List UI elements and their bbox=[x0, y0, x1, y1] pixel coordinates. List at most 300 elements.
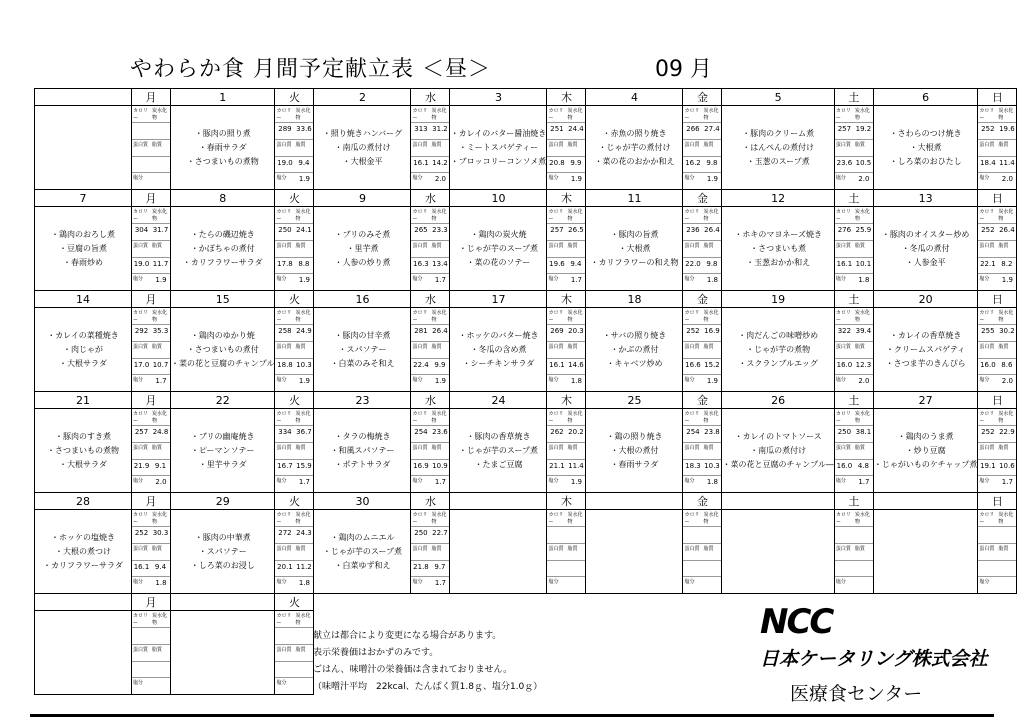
protein-label: 蛋白質 bbox=[412, 545, 428, 552]
calorie-label: カロリー bbox=[133, 108, 149, 121]
dish-item: ・さつまいもの煮付 bbox=[186, 344, 259, 354]
day-dishes bbox=[314, 308, 411, 392]
salt-row bbox=[978, 274, 1016, 290]
day-of-week: 日 bbox=[978, 190, 1017, 207]
fat-value: 10.3 bbox=[296, 360, 312, 369]
dish-item: ・里芋煮 bbox=[346, 243, 379, 253]
protein-value: 19.1 bbox=[980, 461, 996, 470]
nutrition-grid bbox=[132, 207, 170, 290]
day-date: 29 bbox=[171, 493, 275, 510]
salt-value: 1.9 bbox=[298, 175, 311, 184]
fat-label: 脂質 bbox=[295, 141, 306, 148]
day-date bbox=[171, 594, 275, 611]
fat-label: 脂質 bbox=[431, 141, 442, 148]
calorie-value: 257 bbox=[837, 125, 852, 133]
protein-label: 蛋白質 bbox=[412, 141, 428, 148]
salt-row bbox=[835, 274, 873, 290]
day-of-week: 水 bbox=[411, 392, 450, 409]
fat-value: 10.7 bbox=[152, 360, 169, 369]
protein-label: 蛋白質 bbox=[133, 141, 149, 148]
nutrition-values-row bbox=[683, 460, 721, 477]
nutrition-values-row bbox=[411, 561, 449, 578]
nutrition-values-row bbox=[683, 527, 721, 544]
nutrition-labels-row bbox=[978, 140, 1016, 157]
salt-row bbox=[835, 577, 873, 593]
protein-label: 蛋白質 bbox=[276, 545, 292, 552]
nutrition-labels-row bbox=[132, 544, 170, 561]
carb-label: 炭水化物 bbox=[854, 310, 870, 323]
dish-item: ・豚肉のすき煮 bbox=[55, 431, 111, 441]
salt-row bbox=[132, 274, 170, 290]
nutrition-grid bbox=[132, 510, 170, 593]
nutrition-values-row bbox=[683, 157, 721, 174]
calorie-label: カロリー bbox=[979, 411, 995, 424]
dish-item: ・鶏の照り焼き bbox=[606, 431, 663, 441]
fat-value: 9.4 bbox=[298, 158, 310, 167]
fat-value: 11.4 bbox=[999, 158, 1015, 167]
nutrition-values-row bbox=[547, 426, 585, 443]
nutrition-labels-row bbox=[132, 106, 170, 123]
salt-row bbox=[978, 173, 1016, 189]
nutrition-values-row bbox=[683, 224, 721, 241]
protein-value: 18.4 bbox=[980, 158, 996, 167]
nutrition-values-row bbox=[132, 460, 170, 477]
carb-label: 炭水化物 bbox=[998, 310, 1014, 323]
salt-value: 1.7 bbox=[434, 579, 447, 588]
fat-label: 脂質 bbox=[152, 444, 163, 451]
dish-item: ・しろ菜のおひたし bbox=[889, 156, 962, 166]
protein-label: 蛋白質 bbox=[412, 343, 428, 350]
protein-label: 蛋白質 bbox=[548, 141, 564, 148]
nutrition-values-row bbox=[978, 561, 1016, 578]
protein-value: 22.0 bbox=[685, 259, 701, 268]
fat-value: 9.8 bbox=[706, 158, 718, 167]
salt-label: 塩分 bbox=[276, 680, 287, 687]
protein-label: 蛋白質 bbox=[133, 444, 149, 451]
salt-value: 1.8 bbox=[706, 478, 719, 487]
nutrition-grid bbox=[132, 611, 170, 694]
salt-row bbox=[275, 375, 313, 391]
dish-item: ・ミートスパゲティー bbox=[458, 142, 539, 152]
nutrition-cell bbox=[132, 510, 171, 594]
dish-item: ・さつまいもの煮物 bbox=[186, 156, 259, 166]
carb-value: 25.9 bbox=[855, 226, 872, 234]
nutrition-values-row bbox=[978, 527, 1016, 544]
fat-value bbox=[854, 561, 873, 577]
nutrition-grid bbox=[275, 510, 313, 593]
nutrition-grid bbox=[411, 409, 449, 492]
week-header-row bbox=[35, 190, 1017, 207]
nutrition-values-row bbox=[411, 359, 449, 376]
calorie-value: 289 bbox=[278, 125, 292, 133]
nutrition-values-row bbox=[275, 359, 313, 376]
nutrition-grid bbox=[275, 207, 313, 290]
dish-item: ・白菜ゆず和え bbox=[334, 560, 391, 570]
dish-item: ・南瓜の煮付け bbox=[334, 142, 391, 152]
dish-item: ・たらの磯辺焼き bbox=[190, 229, 255, 239]
calorie-value: 334 bbox=[278, 428, 292, 436]
salt-row bbox=[411, 476, 449, 492]
dish-item: ・豚肉の旨煮 bbox=[610, 229, 659, 239]
dish-item: ・ホッケのバター焼き bbox=[458, 330, 539, 340]
dish-item: ・カリフラワーの和え物 bbox=[590, 257, 679, 267]
nutrition-cell bbox=[132, 611, 171, 695]
nutrition-labels-row bbox=[132, 342, 170, 359]
salt-value bbox=[295, 678, 313, 694]
nutrition-values-row bbox=[547, 123, 585, 140]
calorie-label: カロリー bbox=[548, 310, 564, 323]
calorie-value: 254 bbox=[414, 428, 428, 436]
salt-row bbox=[835, 375, 873, 391]
carb-value bbox=[854, 527, 873, 543]
nutrition-values-row bbox=[132, 224, 170, 241]
salt-row bbox=[411, 274, 449, 290]
day-dishes bbox=[586, 106, 683, 190]
nutrition-cell bbox=[683, 308, 722, 392]
day-dishes bbox=[35, 308, 132, 392]
nutrition-values-row bbox=[547, 460, 585, 477]
salt-label: 塩分 bbox=[979, 175, 990, 182]
salt-row bbox=[275, 274, 313, 290]
day-dishes bbox=[873, 409, 977, 493]
fat-value: 12.3 bbox=[855, 360, 872, 369]
nutrition-values-row bbox=[132, 426, 170, 443]
week-header-row bbox=[35, 291, 1017, 308]
protein-label: 蛋白質 bbox=[133, 242, 149, 249]
fat-label: 脂質 bbox=[854, 141, 865, 148]
calorie-label: カロリー bbox=[835, 512, 851, 525]
carb-value: 24.3 bbox=[296, 529, 312, 537]
salt-value bbox=[703, 577, 721, 593]
fat-value bbox=[566, 561, 585, 577]
dish-item: ・南瓜の煮付け bbox=[750, 445, 807, 455]
nutrition-grid bbox=[411, 106, 449, 189]
protein-label: 蛋白質 bbox=[684, 242, 700, 249]
week-body-row bbox=[35, 207, 1017, 291]
nutrition-cell bbox=[978, 510, 1017, 594]
day-date: 30 bbox=[314, 493, 411, 510]
salt-label: 塩分 bbox=[684, 377, 695, 384]
calorie-label: カロリー bbox=[979, 310, 995, 323]
protein-value bbox=[132, 157, 151, 173]
salt-value: 2.0 bbox=[858, 377, 870, 386]
nutrition-labels-row bbox=[275, 342, 313, 359]
fat-value: 8.2 bbox=[1001, 259, 1013, 268]
nutrition-grid bbox=[683, 409, 721, 492]
fat-value: 9.4 bbox=[154, 562, 167, 571]
nutrition-grid bbox=[835, 207, 873, 290]
calorie-label: カロリー bbox=[684, 411, 700, 424]
dish-item: ・じゃが芋の煮物 bbox=[746, 344, 811, 354]
nutrition-labels-row bbox=[978, 409, 1016, 426]
day-date bbox=[586, 493, 683, 510]
carb-label: 炭水化物 bbox=[431, 108, 447, 121]
day-date: 22 bbox=[171, 392, 275, 409]
day-date: 21 bbox=[35, 392, 132, 409]
note-line: ごはん、味噌汁の栄養価は含まれておりません。 bbox=[313, 665, 513, 675]
nutrition-labels-row bbox=[683, 241, 721, 258]
protein-label: 蛋白質 bbox=[133, 343, 149, 350]
nutrition-grid bbox=[978, 106, 1016, 189]
protein-value: 16.1 bbox=[413, 158, 429, 167]
protein-value: 16.0 bbox=[980, 360, 996, 369]
nutrition-cell bbox=[978, 409, 1017, 493]
day-dishes bbox=[586, 409, 683, 493]
day-date: 28 bbox=[35, 493, 132, 510]
day-date: 25 bbox=[586, 392, 683, 409]
calorie-value: 258 bbox=[278, 327, 292, 335]
calorie-label: カロリー bbox=[133, 613, 149, 626]
carb-value: 16.9 bbox=[704, 327, 720, 335]
fat-label: 脂質 bbox=[998, 242, 1009, 249]
fat-label: 脂質 bbox=[152, 242, 163, 249]
day-of-week: 日 bbox=[978, 392, 1017, 409]
dish-item: ・里芋サラダ bbox=[198, 459, 247, 469]
nutrition-grid bbox=[547, 106, 585, 189]
nutrition-labels-row bbox=[835, 106, 873, 123]
nutrition-labels-row bbox=[547, 510, 585, 527]
nutrition-labels-row bbox=[683, 106, 721, 123]
nutrition-labels-row bbox=[835, 207, 873, 224]
nutrition-labels-row bbox=[132, 140, 170, 157]
notes bbox=[313, 628, 542, 696]
salt-value: 2.0 bbox=[155, 478, 167, 487]
dish-item: ・カレイのトマトソース bbox=[734, 431, 822, 441]
salt-row bbox=[132, 173, 170, 189]
nutrition-cell bbox=[978, 207, 1017, 291]
day-of-week: 月 bbox=[132, 291, 171, 308]
protein-value bbox=[275, 662, 294, 678]
nutrition-values-row bbox=[683, 561, 721, 578]
nutrition-grid bbox=[547, 207, 585, 290]
nutrition-values-row bbox=[978, 123, 1016, 140]
salt-label: 塩分 bbox=[979, 478, 990, 485]
dish-item: ・人参金平 bbox=[905, 257, 946, 267]
calorie-label: カロリー bbox=[979, 108, 995, 121]
dish-item: ・鶏肉のムニエル bbox=[330, 532, 395, 542]
nutrition-values-row bbox=[835, 561, 873, 578]
salt-label: 塩分 bbox=[276, 276, 287, 283]
nutrition-labels-row bbox=[547, 241, 585, 258]
nutrition-labels-row bbox=[275, 409, 313, 426]
nutrition-labels-row bbox=[411, 241, 449, 258]
day-date: 11 bbox=[586, 190, 683, 207]
protein-label: 蛋白質 bbox=[276, 646, 292, 653]
salt-row bbox=[978, 577, 1016, 593]
day-of-week: 土 bbox=[834, 493, 873, 510]
day-of-week: 火 bbox=[275, 291, 314, 308]
salt-value: 1.8 bbox=[706, 276, 719, 285]
day-dishes bbox=[586, 207, 683, 291]
note-line: 献立は都合により変更になる場合があります。 bbox=[313, 631, 502, 641]
nutrition-values-row bbox=[132, 157, 170, 174]
nutrition-values-row bbox=[683, 359, 721, 376]
dish-item: ・春雨炒め bbox=[63, 257, 103, 267]
dish-item: ・はんぺんの煮付け bbox=[742, 142, 815, 152]
day-dishes bbox=[586, 308, 683, 392]
nutrition-cell bbox=[132, 409, 171, 493]
nutrition-grid bbox=[132, 409, 170, 492]
nutrition-values-row bbox=[978, 359, 1016, 376]
dish-item: ・さつまいも煮 bbox=[750, 243, 807, 253]
nutrition-grid bbox=[411, 207, 449, 290]
fat-label: 脂質 bbox=[998, 343, 1009, 350]
salt-label: 塩分 bbox=[684, 175, 695, 182]
week-body-row bbox=[35, 510, 1017, 594]
salt-label: 塩分 bbox=[133, 175, 144, 182]
day-date: 24 bbox=[450, 392, 547, 409]
nutrition-labels-row bbox=[978, 241, 1016, 258]
salt-row bbox=[411, 375, 449, 391]
protein-value bbox=[547, 561, 566, 577]
day-dishes bbox=[314, 409, 411, 493]
week-header-row bbox=[35, 493, 1017, 510]
nutrition-cell bbox=[547, 409, 586, 493]
dish-item: ・大根の煮つけ bbox=[55, 546, 111, 556]
carb-value: 26.4 bbox=[999, 226, 1015, 234]
dish-item: ・春雨サラダ bbox=[198, 142, 247, 152]
protein-label: 蛋白質 bbox=[979, 141, 995, 148]
day-dishes bbox=[35, 611, 132, 695]
protein-value: 16.7 bbox=[277, 461, 293, 470]
dish-item: ・赤魚の照り焼き bbox=[602, 128, 667, 138]
dish-item: ・大根金平 bbox=[342, 156, 383, 166]
nutrition-labels-row bbox=[835, 140, 873, 157]
salt-label: 塩分 bbox=[835, 377, 846, 384]
nutrition-cell bbox=[275, 308, 314, 392]
dish-item: ・じゃが芋のスープ煮 bbox=[322, 546, 403, 556]
nutrition-labels-row bbox=[411, 106, 449, 123]
calorie-value bbox=[978, 527, 997, 543]
salt-row bbox=[683, 173, 721, 189]
carb-value: 24.4 bbox=[568, 125, 584, 133]
calorie-label: カロリー bbox=[835, 108, 851, 121]
calorie-label: カロリー bbox=[276, 613, 292, 626]
nutrition-labels-row bbox=[411, 443, 449, 460]
calorie-label: カロリー bbox=[684, 512, 700, 525]
day-dishes bbox=[722, 106, 834, 190]
day-dishes bbox=[722, 409, 834, 493]
nutrition-cell bbox=[132, 106, 171, 190]
dish-item: ・冬瓜の含め煮 bbox=[470, 344, 527, 354]
protein-value: 16.3 bbox=[413, 259, 429, 268]
fat-value: 8.8 bbox=[298, 259, 310, 268]
day-dishes bbox=[450, 409, 547, 493]
salt-label: 塩分 bbox=[133, 579, 144, 586]
day-of-week: 金 bbox=[683, 190, 722, 207]
dish-item: ・炒り豆腐 bbox=[905, 445, 946, 455]
protein-label: 蛋白質 bbox=[979, 242, 995, 249]
dish-item: ・人参の炒り煮 bbox=[334, 257, 391, 267]
day-date: 8 bbox=[171, 190, 275, 207]
day-date bbox=[450, 493, 547, 510]
salt-label: 塩分 bbox=[684, 579, 695, 586]
nutrition-cell bbox=[834, 409, 873, 493]
day-dishes bbox=[35, 106, 132, 190]
fat-label: 脂質 bbox=[703, 343, 714, 350]
salt-value: 1.7 bbox=[298, 478, 311, 487]
calorie-value: 269 bbox=[550, 327, 564, 335]
calorie-value bbox=[132, 628, 151, 644]
salt-value: 1.9 bbox=[434, 377, 447, 386]
nutrition-labels-row bbox=[275, 510, 313, 527]
nutrition-labels-row bbox=[547, 207, 585, 224]
nutrition-cell bbox=[547, 510, 586, 594]
salt-value: 1.8 bbox=[298, 579, 311, 588]
day-date: 2 bbox=[314, 89, 411, 106]
fat-value: 15.9 bbox=[296, 461, 312, 470]
calorie-label: カロリー bbox=[133, 209, 149, 222]
nutrition-grid bbox=[978, 308, 1016, 391]
salt-value: 1.8 bbox=[858, 276, 870, 285]
fat-value bbox=[702, 561, 721, 577]
fat-label: 脂質 bbox=[431, 242, 442, 249]
salt-value bbox=[152, 173, 170, 189]
dish-item: ・豚肉の香草焼き bbox=[466, 431, 531, 441]
salt-label: 塩分 bbox=[979, 276, 990, 283]
calorie-label: カロリー bbox=[276, 310, 292, 323]
day-of-week: 月 bbox=[132, 190, 171, 207]
company-logo bbox=[760, 602, 988, 706]
nutrition-values-row bbox=[132, 527, 170, 544]
nutrition-labels-row bbox=[132, 409, 170, 426]
nutrition-grid bbox=[978, 207, 1016, 290]
salt-value: 2.0 bbox=[434, 175, 447, 184]
dish-item: ・たまご豆腐 bbox=[474, 459, 523, 469]
day-of-week: 木 bbox=[547, 493, 586, 510]
week-header-row bbox=[35, 89, 1017, 106]
nutrition-grid bbox=[547, 308, 585, 391]
dish-item: ・キャベツ炒め bbox=[606, 358, 663, 368]
protein-label: 蛋白質 bbox=[276, 444, 292, 451]
fat-label: 脂質 bbox=[152, 343, 163, 350]
nutrition-grid bbox=[683, 207, 721, 290]
nutrition-cell bbox=[834, 510, 873, 594]
dish-item: ・カリフラワーサラダ bbox=[43, 560, 123, 570]
nutrition-labels-row bbox=[275, 241, 313, 258]
salt-label: 塩分 bbox=[412, 276, 423, 283]
dish-item: ・じゃが芋の煮付け bbox=[598, 142, 671, 152]
fat-label: 脂質 bbox=[703, 242, 714, 249]
calorie-label: カロリー bbox=[133, 411, 149, 424]
dish-item: ・菜の花のソテー bbox=[466, 257, 531, 267]
company-name: 日本ケータリング株式会社 bbox=[760, 648, 988, 670]
day-date: 15 bbox=[171, 291, 275, 308]
day-dishes bbox=[314, 510, 411, 594]
nutrition-values-row bbox=[547, 157, 585, 174]
carb-label: 炭水化物 bbox=[431, 512, 447, 525]
day-of-week: 日 bbox=[978, 291, 1017, 308]
center-name: 医療食センター bbox=[790, 683, 923, 705]
nutrition-values-row bbox=[411, 157, 449, 174]
day-dishes bbox=[171, 308, 275, 392]
salt-label: 塩分 bbox=[835, 276, 846, 283]
nutrition-cell bbox=[978, 308, 1017, 392]
nutrition-labels-row bbox=[683, 409, 721, 426]
dish-item: ・豆腐の旨煮 bbox=[59, 243, 107, 253]
carb-value: 24.1 bbox=[296, 226, 312, 234]
carb-value: 22.7 bbox=[432, 529, 448, 537]
day-dishes bbox=[586, 510, 683, 594]
carb-value: 24.8 bbox=[152, 428, 169, 436]
protein-value: 21.1 bbox=[549, 461, 565, 470]
calorie-value: 250 bbox=[278, 226, 292, 234]
day-dishes bbox=[171, 510, 275, 594]
nutrition-labels-row bbox=[835, 409, 873, 426]
week-body-row bbox=[35, 106, 1017, 190]
calorie-value: 257 bbox=[550, 226, 564, 234]
day-of-week: 月 bbox=[132, 594, 171, 611]
